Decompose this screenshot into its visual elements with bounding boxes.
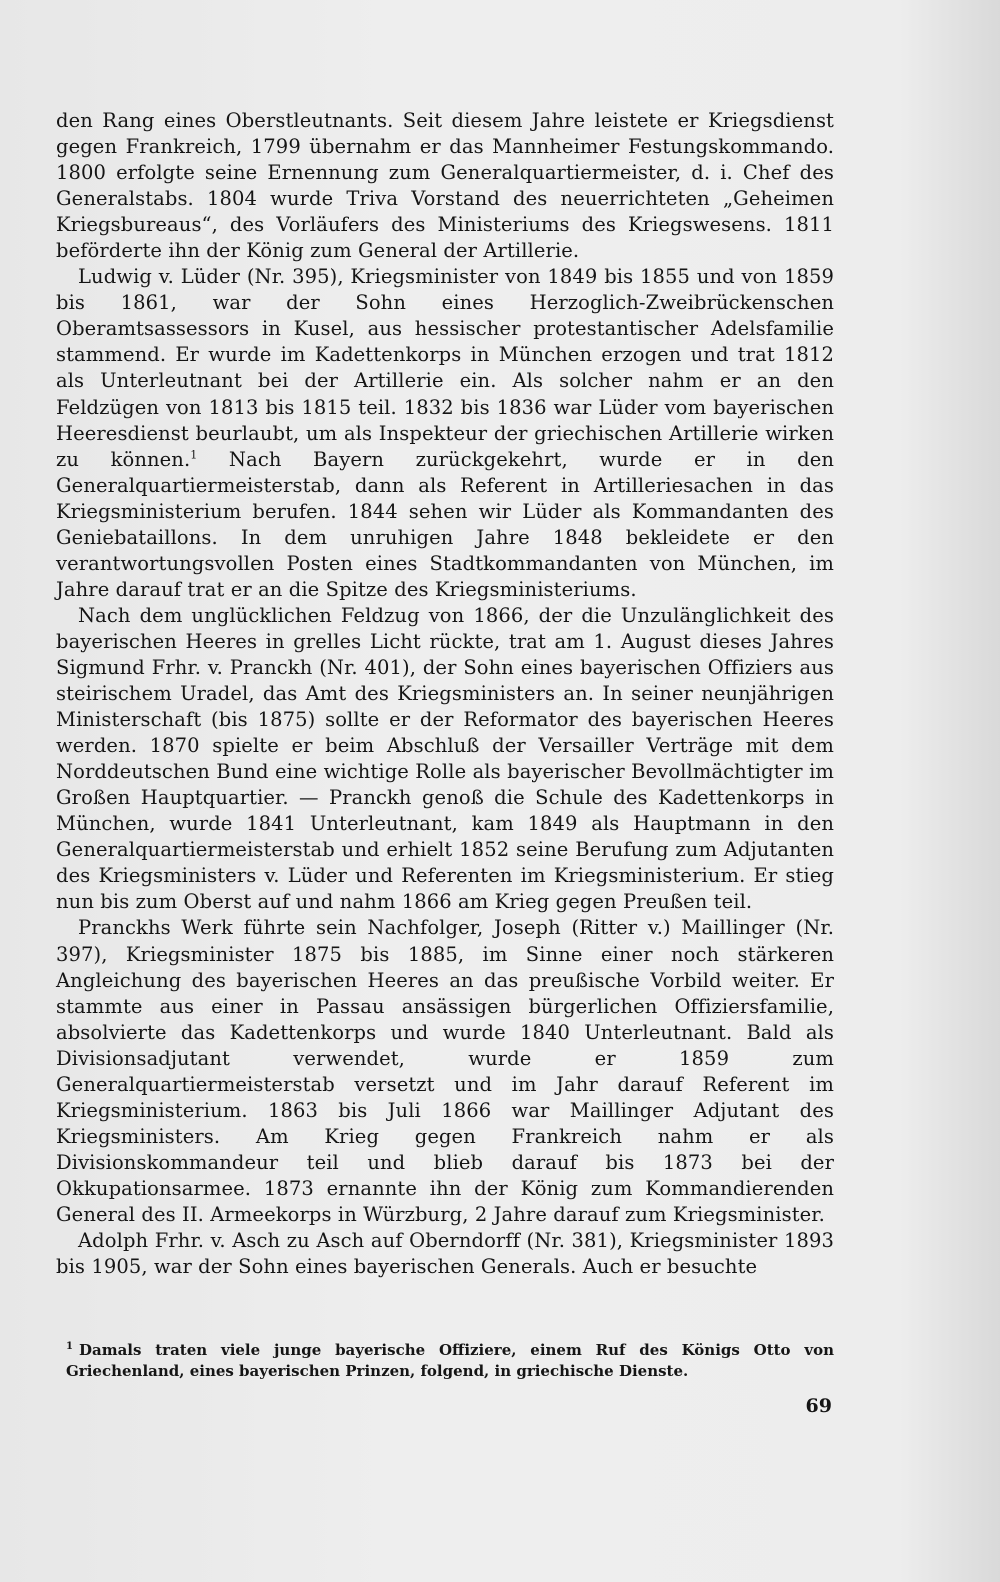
paragraph-3: Nach dem unglücklichen Feldzug von 1866, der die Unzulänglichkeit des bayerischen Heeres in grelles Licht rückte, trat am 1. August dieses Jahres Sigmund Frhr. v. Pranckh (Nr. 401), der Sohn eines bayerischen Offiziers aus steirischem Uradel, das Amt des Kriegsministers an. In seiner neunjährigen Ministerschaft (bis 1875) sollte er der Reformator des bayerischen Heeres werden. 1870 spielte er beim Abschluß der Versailler Verträge mit dem Norddeutschen Bund eine wichtige Rolle als bayerischer Bevollmächtigter im Großen Hauptquartier. — Pranckh genoß die Schule des Kadettenkorps in München, wurde 1841 Unterleutnant, kam 1849 als Hauptmann in den Generalquartiermeisterstab und erhielt 1852 seine Berufung zum Adjutanten des Kriegsministers v. Lüder und Referenten im Kriegsministerium. Er stieg nun bis zum Oberst auf und nahm 1866 am Krieg gegen Preußen teil. — [56, 603, 834, 914]
footnote — [66, 1340, 834, 1382]
paragraph-2-part-2: Nach Bayern zurückgekehrt, wurde er in den Generalquartiermeisterstab, dann als Referent in Artilleriesachen in das Kriegsministerium berufen. 1844 sehen wir Lüder als Kommandanten des Geniebataillons. In dem unruhigen Jahre 1848 bekleidete er den verantwortungsvollen Posten eines Stadtkommandanten von München, im Jahre darauf trat er an die Spitze des Kriegsministeriums. — [56, 447, 834, 601]
paragraph-2-part-1: Ludwig v. Lüder (Nr. 395), Kriegsminister von 1849 bis 1855 und von 1859 bis 1861, war der Sohn eines Herzoglich-Zweibrückenschen Oberamtsassessors in Kusel, aus hessischer protestantischer Adelsfamilie stammend. Er wurde im Kadettenkorps in München erzogen und trat 1812 als Unterleutnant bei der Artillerie ein. Als solcher nahm er an den Feldzügen von 1813 bis 1815 teil. 1832 bis 1836 war Lüder vom bayerischen Heeresdienst beurlaubt, um als Inspekteur der griechischen Artillerie wirken zu können. — [56, 265, 834, 471]
paragraph-5: Adolph Frhr. v. Asch zu Asch auf Oberndorff (Nr. 381), Kriegsminister 1893 bis 1905, war der Sohn eines bayerischen Generals. Auch er besuchte — [56, 1229, 834, 1279]
footnote-text: Damals traten viele junge bayerische Offiziere, einem Ruf des Königs Otto von Griechenland, eines bayerischen Prinzen, folgend, in griechische Dienste. — [66, 1341, 834, 1380]
footnote-reference: 1 — [190, 448, 198, 462]
paragraph-1: den Rang eines Oberstleutnants. Seit diesem Jahre leistete er Kriegsdienst gegen Frankreich, 1799 übernahm er das Mannheimer Festungskommando. 1800 erfolgte seine Ernennung zum Generalquartiermeister, d. i. Chef des Generalstabs. 1804 wurde Triva Vorstand des neuerrichteten „Geheimen Kriegsbureaus“, des Vorläufers des Ministeriums des Kriegswesens. 1811 beförderte ihn der König zum General der Artillerie. — [56, 109, 834, 263]
body-text — [56, 108, 834, 1280]
page-number: 69 — [805, 1395, 832, 1417]
paragraph-2 — [56, 264, 834, 603]
footnote-number: 1 — [66, 1341, 73, 1352]
paragraph-4: Pranckhs Werk führte sein Nachfolger, Joseph (Ritter v.) Maillinger (Nr. 397), Kriegsminister 1875 bis 1885, im Sinne einer noch stärkeren Angleichung des bayerischen Heeres an das preußische Vorbild weiter. Er stammte aus einer in Passau ansässigen bürgerlichen Offiziersfamilie, absolvierte das Kadettenkorps und wurde 1840 Unterleutnant. Bald als Divisionsadjutant verwendet, wurde er 1859 zum Generalquartiermeisterstab versetzt und im Jahr darauf Referent im Kriegsministerium. 1863 bis Juli 1866 war Maillinger Adjutant des Kriegsministers. Am Krieg gegen Frankreich nahm er als Divisionskommandeur teil und blieb darauf bis 1873 bei der Okkupationsarmee. 1873 ernannte ihn der König zum Kommandierenden General des II. Armeekorps in Würzburg, 2 Jahre darauf zum Kriegsminister. — [56, 916, 834, 1226]
